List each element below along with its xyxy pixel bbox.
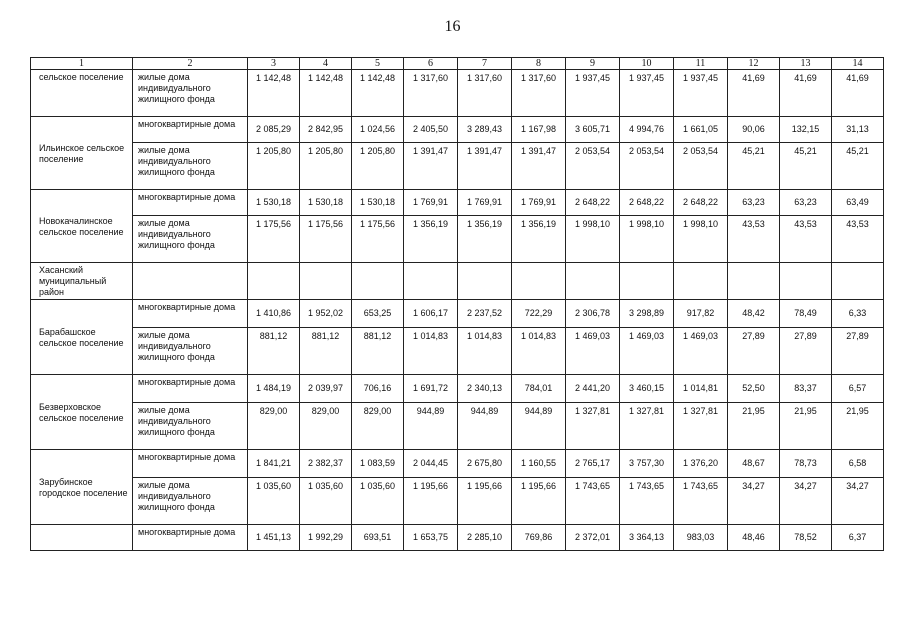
value-cell-col-3: 1 451,13 bbox=[248, 525, 300, 551]
value-cell-col-11: 917,82 bbox=[674, 300, 728, 328]
value-cell-col-12: 52,50 bbox=[728, 375, 780, 403]
settlement-name-cell: сельское поселение bbox=[31, 70, 133, 117]
value-cell-col-5: 1 024,56 bbox=[352, 117, 404, 143]
building-type-cell: жилые дома индивидуального жилищного фонда bbox=[133, 143, 248, 190]
value-cell-col-5: 653,25 bbox=[352, 300, 404, 328]
value-cell-col-10: 2 053,54 bbox=[620, 143, 674, 190]
value-cell-col-5: 1 175,56 bbox=[352, 216, 404, 263]
value-cell-col-5: 693,51 bbox=[352, 525, 404, 551]
value-cell-col-3: 881,12 bbox=[248, 328, 300, 375]
settlement-name-cell: Новокачалинское сельское поселение bbox=[31, 190, 133, 263]
value-cell-col-6: 1 769,91 bbox=[404, 190, 458, 216]
table-body bbox=[31, 58, 884, 551]
value-cell-col-13: 63,23 bbox=[780, 190, 832, 216]
value-cell-col-7 bbox=[458, 263, 512, 300]
value-cell-col-4: 1 952,02 bbox=[300, 300, 352, 328]
value-cell-col-6: 1 356,19 bbox=[404, 216, 458, 263]
table-row bbox=[31, 143, 884, 190]
value-cell-col-14: 43,53 bbox=[832, 216, 884, 263]
value-cell-col-11: 1 469,03 bbox=[674, 328, 728, 375]
value-cell-col-6: 1 653,75 bbox=[404, 525, 458, 551]
value-cell-col-5: 1 205,80 bbox=[352, 143, 404, 190]
column-number-13: 13 bbox=[780, 58, 832, 70]
value-cell-col-14 bbox=[832, 263, 884, 300]
value-cell-col-3: 1 530,18 bbox=[248, 190, 300, 216]
value-cell-col-9: 2 372,01 bbox=[566, 525, 620, 551]
value-cell-col-5: 1 035,60 bbox=[352, 478, 404, 525]
building-type-cell: многоквартирные дома bbox=[133, 525, 248, 551]
value-cell-col-14: 45,21 bbox=[832, 143, 884, 190]
building-type-cell: жилые дома индивидуального жилищного фонда bbox=[133, 70, 248, 117]
value-cell-col-13: 83,37 bbox=[780, 375, 832, 403]
value-cell-col-12: 27,89 bbox=[728, 328, 780, 375]
settlement-name-cell: Ильинское сельское поселение bbox=[31, 117, 133, 190]
value-cell-col-6: 1 014,83 bbox=[404, 328, 458, 375]
value-cell-col-5: 706,16 bbox=[352, 375, 404, 403]
building-type-cell: жилые дома индивидуального жилищного фонда bbox=[133, 403, 248, 450]
value-cell-col-14: 27,89 bbox=[832, 328, 884, 375]
table-row bbox=[31, 216, 884, 263]
building-type-cell: многоквартирные дома bbox=[133, 300, 248, 328]
settlement-name-cell bbox=[31, 525, 133, 551]
value-cell-col-4: 1 530,18 bbox=[300, 190, 352, 216]
table-row bbox=[31, 117, 884, 143]
value-cell-col-7: 1 391,47 bbox=[458, 143, 512, 190]
value-cell-col-8: 944,89 bbox=[512, 403, 566, 450]
value-cell-col-4: 1 035,60 bbox=[300, 478, 352, 525]
value-cell-col-9: 2 648,22 bbox=[566, 190, 620, 216]
table-row bbox=[31, 328, 884, 375]
value-cell-col-10: 3 460,15 bbox=[620, 375, 674, 403]
value-cell-col-9: 3 605,71 bbox=[566, 117, 620, 143]
column-number-4: 4 bbox=[300, 58, 352, 70]
value-cell-col-7: 2 675,80 bbox=[458, 450, 512, 478]
value-cell-col-9: 1 998,10 bbox=[566, 216, 620, 263]
value-cell-col-10: 2 648,22 bbox=[620, 190, 674, 216]
value-cell-col-11: 1 661,05 bbox=[674, 117, 728, 143]
value-cell-col-3: 2 085,29 bbox=[248, 117, 300, 143]
value-cell-col-14: 6,58 bbox=[832, 450, 884, 478]
value-cell-col-10: 1 998,10 bbox=[620, 216, 674, 263]
value-cell-col-4: 1 175,56 bbox=[300, 216, 352, 263]
column-number-3: 3 bbox=[248, 58, 300, 70]
table-row bbox=[31, 403, 884, 450]
value-cell-col-12: 45,21 bbox=[728, 143, 780, 190]
value-cell-col-3: 1 142,48 bbox=[248, 70, 300, 117]
value-cell-col-5: 1 530,18 bbox=[352, 190, 404, 216]
value-cell-col-13: 78,73 bbox=[780, 450, 832, 478]
value-cell-col-8: 1 160,55 bbox=[512, 450, 566, 478]
value-cell-col-4 bbox=[300, 263, 352, 300]
value-cell-col-12: 48,46 bbox=[728, 525, 780, 551]
value-cell-col-7: 1 195,66 bbox=[458, 478, 512, 525]
value-cell-col-3: 1 035,60 bbox=[248, 478, 300, 525]
value-cell-col-7: 1 356,19 bbox=[458, 216, 512, 263]
value-cell-col-4: 829,00 bbox=[300, 403, 352, 450]
value-cell-col-4: 2 382,37 bbox=[300, 450, 352, 478]
value-cell-col-5: 829,00 bbox=[352, 403, 404, 450]
value-cell-col-13: 34,27 bbox=[780, 478, 832, 525]
value-cell-col-9: 2 765,17 bbox=[566, 450, 620, 478]
value-cell-col-9: 1 327,81 bbox=[566, 403, 620, 450]
value-cell-col-7: 1 769,91 bbox=[458, 190, 512, 216]
value-cell-col-13: 132,15 bbox=[780, 117, 832, 143]
value-cell-col-8: 1 014,83 bbox=[512, 328, 566, 375]
value-cell-col-4: 1 205,80 bbox=[300, 143, 352, 190]
value-cell-col-14: 6,33 bbox=[832, 300, 884, 328]
column-number-6: 6 bbox=[404, 58, 458, 70]
value-cell-col-13: 43,53 bbox=[780, 216, 832, 263]
value-cell-col-8: 784,01 bbox=[512, 375, 566, 403]
value-cell-col-7: 1 014,83 bbox=[458, 328, 512, 375]
value-cell-col-5: 1 083,59 bbox=[352, 450, 404, 478]
value-cell-col-9: 2 053,54 bbox=[566, 143, 620, 190]
value-cell-col-5: 881,12 bbox=[352, 328, 404, 375]
value-cell-col-7: 3 289,43 bbox=[458, 117, 512, 143]
value-cell-col-14: 34,27 bbox=[832, 478, 884, 525]
value-cell-col-8: 1 391,47 bbox=[512, 143, 566, 190]
value-cell-col-6: 1 317,60 bbox=[404, 70, 458, 117]
value-cell-col-9: 2 441,20 bbox=[566, 375, 620, 403]
building-type-cell: многоквартирные дома bbox=[133, 375, 248, 403]
table-row bbox=[31, 450, 884, 478]
value-cell-col-12: 43,53 bbox=[728, 216, 780, 263]
column-number-12: 12 bbox=[728, 58, 780, 70]
value-cell-col-11: 1 014,81 bbox=[674, 375, 728, 403]
settlement-name-cell: Барабашское сельское поселение bbox=[31, 300, 133, 375]
value-cell-col-14: 63,49 bbox=[832, 190, 884, 216]
building-type-cell bbox=[133, 263, 248, 300]
value-cell-col-3: 1 410,86 bbox=[248, 300, 300, 328]
building-type-cell: многоквартирные дома bbox=[133, 190, 248, 216]
value-cell-col-13: 27,89 bbox=[780, 328, 832, 375]
value-cell-col-10: 1 327,81 bbox=[620, 403, 674, 450]
value-cell-col-14: 21,95 bbox=[832, 403, 884, 450]
value-cell-col-3: 1 841,21 bbox=[248, 450, 300, 478]
value-cell-col-6: 1 606,17 bbox=[404, 300, 458, 328]
value-cell-col-6: 1 195,66 bbox=[404, 478, 458, 525]
value-cell-col-13: 41,69 bbox=[780, 70, 832, 117]
value-cell-col-11: 1 937,45 bbox=[674, 70, 728, 117]
value-cell-col-7: 2 285,10 bbox=[458, 525, 512, 551]
value-cell-col-11: 1 376,20 bbox=[674, 450, 728, 478]
value-cell-col-3 bbox=[248, 263, 300, 300]
value-cell-col-10 bbox=[620, 263, 674, 300]
value-cell-col-5: 1 142,48 bbox=[352, 70, 404, 117]
value-cell-col-8 bbox=[512, 263, 566, 300]
value-cell-col-9: 2 306,78 bbox=[566, 300, 620, 328]
value-cell-col-8: 1 195,66 bbox=[512, 478, 566, 525]
value-cell-col-7: 2 237,52 bbox=[458, 300, 512, 328]
value-cell-col-6: 2 044,45 bbox=[404, 450, 458, 478]
value-cell-col-3: 829,00 bbox=[248, 403, 300, 450]
value-cell-col-9: 1 469,03 bbox=[566, 328, 620, 375]
value-cell-col-10: 3 298,89 bbox=[620, 300, 674, 328]
table-row bbox=[31, 70, 884, 117]
column-number-5: 5 bbox=[352, 58, 404, 70]
value-cell-col-6: 2 405,50 bbox=[404, 117, 458, 143]
value-cell-col-8: 769,86 bbox=[512, 525, 566, 551]
value-cell-col-8: 1 317,60 bbox=[512, 70, 566, 117]
value-cell-col-11: 1 998,10 bbox=[674, 216, 728, 263]
value-cell-col-11: 983,03 bbox=[674, 525, 728, 551]
value-cell-col-8: 1 167,98 bbox=[512, 117, 566, 143]
value-cell-col-10: 4 994,76 bbox=[620, 117, 674, 143]
value-cell-col-9 bbox=[566, 263, 620, 300]
data-table bbox=[30, 57, 884, 551]
column-number-2: 2 bbox=[133, 58, 248, 70]
value-cell-col-10: 1 937,45 bbox=[620, 70, 674, 117]
building-type-cell: многоквартирные дома bbox=[133, 117, 248, 143]
building-type-cell: жилые дома индивидуального жилищного фонда bbox=[133, 478, 248, 525]
value-cell-col-14: 31,13 bbox=[832, 117, 884, 143]
value-cell-col-8: 1 356,19 bbox=[512, 216, 566, 263]
value-cell-col-12: 63,23 bbox=[728, 190, 780, 216]
building-type-cell: жилые дома индивидуального жилищного фонда bbox=[133, 216, 248, 263]
value-cell-col-10: 1 743,65 bbox=[620, 478, 674, 525]
value-cell-col-13: 78,52 bbox=[780, 525, 832, 551]
value-cell-col-7: 2 340,13 bbox=[458, 375, 512, 403]
value-cell-col-4: 1 992,29 bbox=[300, 525, 352, 551]
value-cell-col-9: 1 743,65 bbox=[566, 478, 620, 525]
value-cell-col-11: 2 053,54 bbox=[674, 143, 728, 190]
value-cell-col-12: 21,95 bbox=[728, 403, 780, 450]
value-cell-col-8: 722,29 bbox=[512, 300, 566, 328]
value-cell-col-11 bbox=[674, 263, 728, 300]
settlement-name-cell: Зарубинское городское поселение bbox=[31, 450, 133, 525]
value-cell-col-6: 1 691,72 bbox=[404, 375, 458, 403]
value-cell-col-13: 21,95 bbox=[780, 403, 832, 450]
value-cell-col-13: 78,49 bbox=[780, 300, 832, 328]
value-cell-col-4: 881,12 bbox=[300, 328, 352, 375]
column-number-9: 9 bbox=[566, 58, 620, 70]
page-number: 16 bbox=[444, 18, 461, 35]
value-cell-col-7: 1 317,60 bbox=[458, 70, 512, 117]
building-type-cell: многоквартирные дома bbox=[133, 450, 248, 478]
column-number-11: 11 bbox=[674, 58, 728, 70]
value-cell-col-10: 3 364,13 bbox=[620, 525, 674, 551]
column-number-14: 14 bbox=[832, 58, 884, 70]
column-number-10: 10 bbox=[620, 58, 674, 70]
value-cell-col-8: 1 769,91 bbox=[512, 190, 566, 216]
value-cell-col-12: 48,67 bbox=[728, 450, 780, 478]
column-number-1: 1 bbox=[31, 58, 133, 70]
value-cell-col-10: 1 469,03 bbox=[620, 328, 674, 375]
building-type-cell: жилые дома индивидуального жилищного фонда bbox=[133, 328, 248, 375]
value-cell-col-3: 1 484,19 bbox=[248, 375, 300, 403]
column-number-8: 8 bbox=[512, 58, 566, 70]
table-row bbox=[31, 375, 884, 403]
column-number-row bbox=[31, 58, 884, 70]
table-row bbox=[31, 525, 884, 551]
value-cell-col-4: 2 842,95 bbox=[300, 117, 352, 143]
value-cell-col-4: 2 039,97 bbox=[300, 375, 352, 403]
value-cell-col-14: 6,37 bbox=[832, 525, 884, 551]
value-cell-col-9: 1 937,45 bbox=[566, 70, 620, 117]
value-cell-col-12: 90,06 bbox=[728, 117, 780, 143]
value-cell-col-4: 1 142,48 bbox=[300, 70, 352, 117]
value-cell-col-13: 45,21 bbox=[780, 143, 832, 190]
value-cell-col-12 bbox=[728, 263, 780, 300]
value-cell-col-13 bbox=[780, 263, 832, 300]
value-cell-col-11: 2 648,22 bbox=[674, 190, 728, 216]
table-row bbox=[31, 300, 884, 328]
value-cell-col-3: 1 205,80 bbox=[248, 143, 300, 190]
table-row bbox=[31, 263, 884, 300]
value-cell-col-11: 1 743,65 bbox=[674, 478, 728, 525]
value-cell-col-6: 1 391,47 bbox=[404, 143, 458, 190]
value-cell-col-3: 1 175,56 bbox=[248, 216, 300, 263]
value-cell-col-12: 41,69 bbox=[728, 70, 780, 117]
settlement-name-cell: Хасанский муниципальный район bbox=[31, 263, 133, 300]
value-cell-col-6 bbox=[404, 263, 458, 300]
value-cell-col-5 bbox=[352, 263, 404, 300]
value-cell-col-14: 41,69 bbox=[832, 70, 884, 117]
value-cell-col-12: 34,27 bbox=[728, 478, 780, 525]
value-cell-col-7: 944,89 bbox=[458, 403, 512, 450]
value-cell-col-10: 3 757,30 bbox=[620, 450, 674, 478]
value-cell-col-14: 6,57 bbox=[832, 375, 884, 403]
value-cell-col-12: 48,42 bbox=[728, 300, 780, 328]
value-cell-col-11: 1 327,81 bbox=[674, 403, 728, 450]
value-cell-col-6: 944,89 bbox=[404, 403, 458, 450]
settlement-name-cell: Безверховское сельское поселение bbox=[31, 375, 133, 450]
table-row bbox=[31, 190, 884, 216]
column-number-7: 7 bbox=[458, 58, 512, 70]
table-row bbox=[31, 478, 884, 525]
